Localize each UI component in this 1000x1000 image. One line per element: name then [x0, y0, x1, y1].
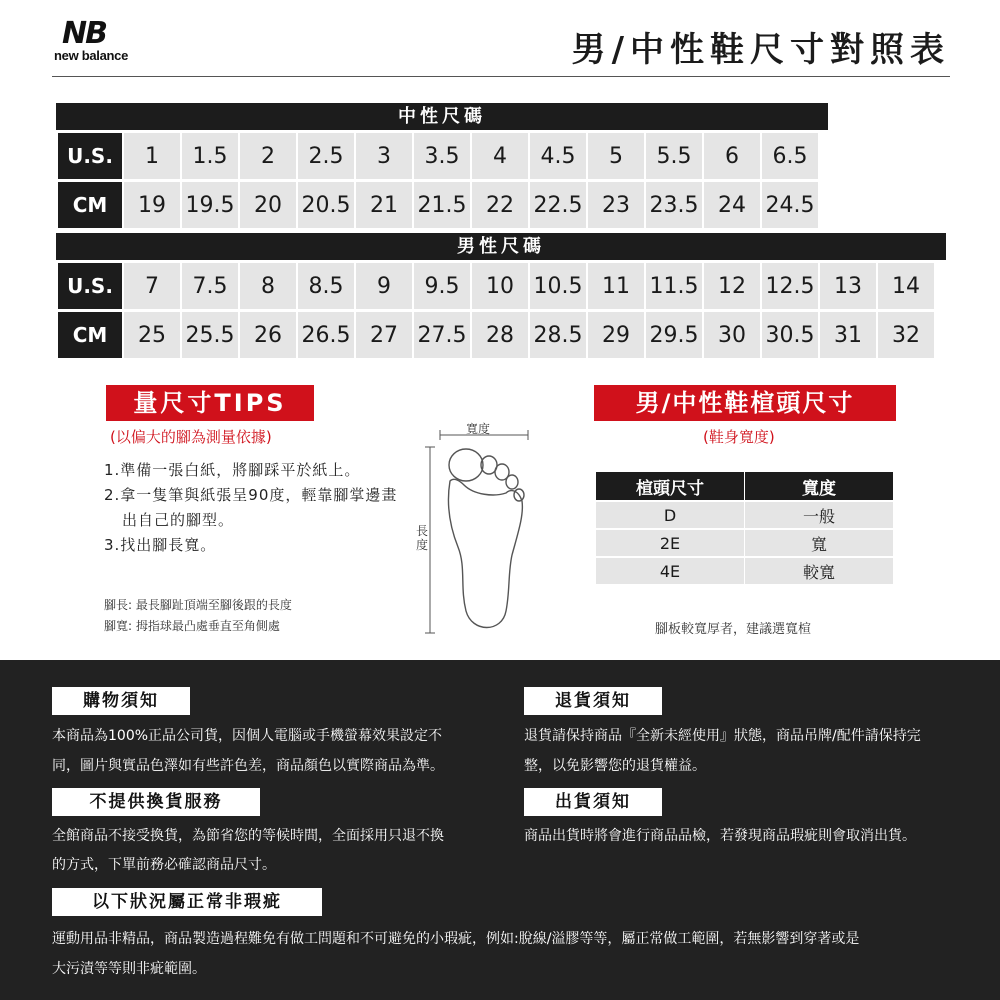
size-cell: 26	[240, 312, 296, 358]
size-cell: 2	[240, 133, 296, 179]
size-cell: 26.5	[298, 312, 354, 358]
shipping-notice-line: 商品出貨時將會進行商品品檢，若發現商品瑕疵則會取消出貨。	[524, 828, 916, 844]
toe-width-cell: 較寬	[745, 558, 893, 584]
size-cell: 6.5	[762, 133, 818, 179]
unisex-us-row	[58, 133, 818, 179]
shopping-notice-line: 本商品為100%正品公司貨，因個人電腦或手機螢幕效果設定不	[52, 728, 443, 744]
size-cell: 8.5	[298, 263, 354, 309]
toe-box-col-width: 寬度	[745, 472, 893, 500]
tip-step: 1.準備一張白紙，將腳踩平於紙上。	[104, 461, 361, 479]
size-cell: 1.5	[182, 133, 238, 179]
toe-size-cell: 2E	[596, 530, 744, 556]
size-cell: 5.5	[646, 133, 702, 179]
tip-step: 2.拿一隻筆與紙張呈90度，輕靠腳掌邊畫出自己的腳型。	[104, 486, 398, 529]
size-cell: 10.5	[530, 263, 586, 309]
defects-notice-line: 運動用品非精品，商品製造過程難免有做工問題和不可避免的小瑕疵，例如:脫線/溢膠等等，屬正常做工範圍，若無影響到穿著或是	[52, 931, 860, 947]
size-cell: 24	[704, 182, 760, 228]
note-foot-length: 腳長: 最長腳趾頂端至腳後跟的長度	[104, 598, 292, 612]
toe-box-col-size: 楦頭尺寸	[596, 472, 744, 500]
toe-box-note: 腳板較寬厚者，建議選寬楦	[655, 622, 812, 637]
no-exchange-label: 不提供換貨服務	[52, 788, 260, 816]
size-cell: 4.5	[530, 133, 586, 179]
defects-notice-label: 以下狀況屬正常非瑕疵	[52, 888, 322, 916]
size-row-label: U.S.	[58, 263, 122, 309]
size-cell: 8	[240, 263, 296, 309]
size-cell: 29	[588, 312, 644, 358]
size-cell: 4	[472, 133, 528, 179]
size-cell: 12	[704, 263, 760, 309]
length-dimension-label: 長度	[416, 524, 429, 552]
size-cell: 3	[356, 133, 412, 179]
width-dimension-label: 寬度	[466, 422, 491, 436]
size-cell: 23.5	[646, 182, 702, 228]
purchase-info-panel	[0, 660, 1000, 1000]
size-cell: 27	[356, 312, 412, 358]
size-cell: 32	[878, 312, 934, 358]
size-cell: 7	[124, 263, 180, 309]
brand-name: new balance	[54, 48, 129, 63]
no-exchange-line: 全館商品不接受換貨，為節省您的等候時間，全面採用只退不換	[52, 828, 444, 844]
size-cell: 25.5	[182, 312, 238, 358]
size-cell: 21	[356, 182, 412, 228]
size-cell: 11.5	[646, 263, 702, 309]
defects-notice-line: 大污漬等等則非疵範圍。	[52, 961, 206, 977]
toe-width-cell: 寬	[745, 530, 893, 556]
table-row	[596, 502, 893, 528]
size-cell: 14	[878, 263, 934, 309]
size-row-label: CM	[58, 312, 122, 358]
shopping-notice-label: 購物須知	[52, 687, 190, 715]
return-notice-line: 退貨請保持商品『全新未經使用』狀態，商品吊牌/配件請保持完	[524, 728, 921, 744]
shipping-notice-label: 出貨須知	[524, 788, 662, 816]
tip-step: 3.找出腳長寬。	[104, 536, 217, 554]
men-size-table	[56, 260, 936, 361]
size-cell: 31	[820, 312, 876, 358]
size-cell: 20	[240, 182, 296, 228]
size-cell: 9	[356, 263, 412, 309]
men-cm-row	[58, 312, 934, 358]
size-cell: 2.5	[298, 133, 354, 179]
toe-box-subtitle: (鞋身寬度)	[703, 428, 775, 446]
size-cell: 25	[124, 312, 180, 358]
size-cell: 1	[124, 133, 180, 179]
size-row-label: U.S.	[58, 133, 122, 179]
unisex-cm-row	[58, 182, 818, 228]
size-cell: 30.5	[762, 312, 818, 358]
toe-box-header-row	[596, 472, 893, 500]
men-size-header: 男性尺碼	[56, 233, 946, 260]
no-exchange-line: 的方式，下單前務必確認商品尺寸。	[52, 857, 276, 873]
table-row	[596, 530, 893, 556]
size-cell: 5	[588, 133, 644, 179]
toe-box-table	[595, 470, 894, 586]
size-cell: 3.5	[414, 133, 470, 179]
size-cell: 27.5	[414, 312, 470, 358]
size-cell: 20.5	[298, 182, 354, 228]
size-cell: 11	[588, 263, 644, 309]
toe-box-label: 男/中性鞋楦頭尺寸	[594, 385, 896, 421]
men-us-row	[58, 263, 934, 309]
size-cell: 7.5	[182, 263, 238, 309]
size-cell: 19	[124, 182, 180, 228]
size-cell: 12.5	[762, 263, 818, 309]
size-cell: 30	[704, 312, 760, 358]
size-cell: 28	[472, 312, 528, 358]
tips-steps	[104, 458, 404, 558]
size-cell: 23	[588, 182, 644, 228]
return-notice-label: 退貨須知	[524, 687, 662, 715]
size-cell: 22.5	[530, 182, 586, 228]
page-title: 男/中性鞋尺寸對照表	[571, 30, 950, 70]
size-cell: 21.5	[414, 182, 470, 228]
size-cell: 28.5	[530, 312, 586, 358]
tips-subtitle: (以偏大的腳為測量依據)	[110, 428, 272, 446]
shopping-notice-line: 同，圖片與實品色澤如有些許色差，商品顏色以實際商品為準。	[52, 758, 444, 774]
size-cell: 6	[704, 133, 760, 179]
unisex-size-table	[56, 130, 820, 231]
unisex-size-header: 中性尺碼	[56, 103, 828, 130]
note-foot-width: 腳寬: 拇指球最凸處垂直至角側處	[104, 619, 280, 633]
header-divider	[52, 76, 950, 77]
brand-mark: NB	[62, 16, 106, 51]
tips-label: 量尺寸TIPS	[106, 385, 314, 421]
toe-size-cell: 4E	[596, 558, 744, 584]
size-cell: 24.5	[762, 182, 818, 228]
size-cell: 29.5	[646, 312, 702, 358]
toe-width-cell: 一般	[745, 502, 893, 528]
size-cell: 19.5	[182, 182, 238, 228]
brand-logo	[52, 14, 132, 62]
size-row-label: CM	[58, 182, 122, 228]
size-cell: 22	[472, 182, 528, 228]
table-row	[596, 558, 893, 584]
size-cell: 10	[472, 263, 528, 309]
toe-size-cell: D	[596, 502, 744, 528]
return-notice-line: 整，以免影響您的退貨權益。	[524, 758, 706, 774]
size-cell: 9.5	[414, 263, 470, 309]
size-cell: 13	[820, 263, 876, 309]
